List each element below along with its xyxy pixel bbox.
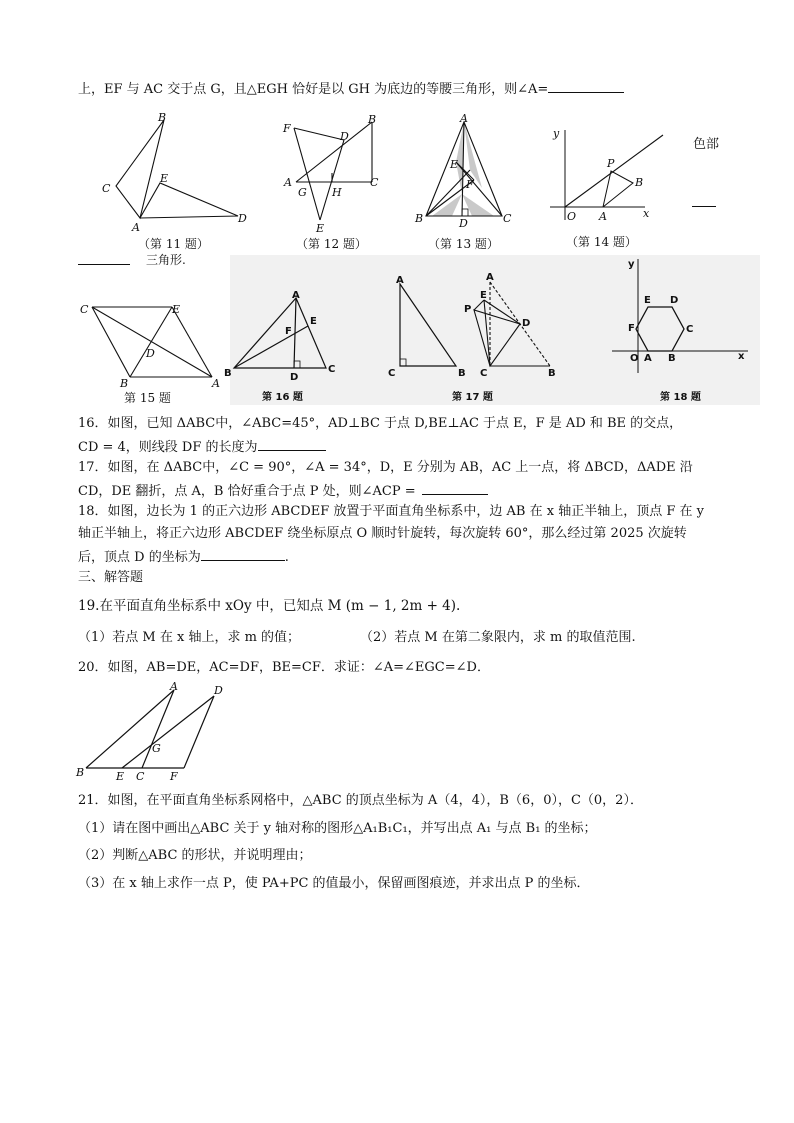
f17b-label-D: D [522,318,531,329]
q19-part1: （1）若点 M 在 x 轴上，求 m 的值； [78,630,301,645]
f17b-label-P: P [464,304,472,315]
f17a-label-B: B [458,368,466,379]
figure-15 [78,295,228,395]
f18-label-x: x [738,351,745,362]
caption-fig-16: 第 16 题 [262,392,303,403]
f18-label-y: y [628,259,635,270]
figure-14 [545,125,670,225]
q18-line3-wrap: 后，顶点 D 的坐标为 . [78,550,289,565]
stray-blank-left [78,252,130,265]
q18-answer-blank [201,548,285,561]
f14-label-y: y [553,127,560,140]
q16-answer-blank [258,438,326,451]
stray-text-top-right: 色部 [693,137,720,152]
q17-line2-wrap [78,482,488,500]
f18-label-B: B [668,353,676,364]
f15-label-B: B [120,377,129,390]
f17b-label-C: C [480,368,488,379]
f13-label-C: C [503,212,512,225]
f14-label-B: B [635,176,644,189]
q19-part2: （2）若点 M 在第二象限内，求 m 的取值范围. [360,630,636,645]
f20-label-F: F [170,770,178,783]
caption-fig-12: （第 12 题） [296,237,367,251]
f12-label-G: G [298,186,307,199]
f14-label-x: x [643,207,650,220]
caption-fig-17: 第 17 题 [452,392,493,403]
q20-stem: 20．如图，AB=DE，AC=DF，BE=CF．求证：∠A=∠EGC=∠D． [78,660,490,675]
f17b-label-B: B [548,368,556,379]
f18-label-O: O [630,353,639,364]
q18-line3: 后，顶点 D 的坐标为 [78,550,201,565]
q15-tail-text: 上，EF 与 AC 交于点 G，且△EGH 恰好是以 GH 为底边的等腰三角形，则∠A= [78,82,549,97]
f20-label-G: G [152,742,161,755]
f16-label-D: D [290,372,299,383]
caption-fig-18: 第 18 题 [660,392,701,403]
f11-label-A: A [132,221,140,233]
f11-label-C: C [102,182,111,195]
f14-label-P: P [607,157,615,170]
q18-line2: 轴正半轴上，将正六边形 ABCDEF 绕坐标原点 O 顺时针旋转，每次旋转 60°，那么经过第 2025 次旋转 [78,526,687,541]
f13-label-D: D [459,217,468,230]
f20-label-D: D [214,684,223,697]
f11-label-E: E [160,172,169,185]
q17-line2: CD，DE 翻折，点 A，B 恰好重合于点 P 处，则∠ACP = [78,484,416,499]
q17-answer-blank [422,482,488,495]
f12-label-E: E [316,222,325,235]
q21-part3: （3）在 x 轴上求作一点 P，使 PA+PC 的值最小，保留画图痕迹，并求出点 P 的坐标． [78,876,590,891]
section-3-heading: 三、解答题 [78,570,144,585]
q15-tail-line [78,80,624,98]
f17b-label-E: E [480,290,487,301]
f13-label-F: F [466,178,474,191]
f12-label-B: B [368,113,377,126]
f18-label-A: A [644,353,652,364]
caption-fig-15: 第 15 题 [124,391,171,405]
f12-label-F: F [283,122,291,135]
f16-label-B: B [224,368,232,379]
f15-label-A: A [212,377,220,390]
figure-18 [608,255,756,375]
f13-label-E: E [450,158,459,171]
f15-label-D: D [146,347,155,360]
f12-label-C: C [370,176,379,189]
f14-label-O: O [567,210,577,223]
f18-label-D: D [670,295,679,306]
f15-label-E: E [172,303,181,316]
f12-label-H: H [332,186,342,199]
f20-label-C: C [136,770,145,783]
figure-16 [222,288,352,388]
stray-blank-right [692,196,716,207]
f17a-label-C: C [388,368,396,379]
figure-13 [412,110,522,235]
f18-label-E: E [644,295,651,306]
caption-fig-14: （第 14 题） [566,235,637,249]
figure-11 [98,108,258,233]
q16-line2: CD = 4，则线段 DF 的长度为 [78,440,258,455]
f11-label-B: B [158,111,167,124]
caption-fig-11: （第 11 题） [138,237,209,251]
f16-label-A: A [292,290,300,301]
q17-line1: 17．如图，在 ΔABC中，∠C = 90°，∠A = 34°，D，E 分别为 AB，AC 上一点，将 ΔBCD，ΔADE 沿 [78,460,693,475]
f20-label-E: E [116,770,125,783]
f20-label-B: B [76,766,85,779]
answer-blank [548,80,624,93]
q18-line1: 18．如图，边长为 1 的正六边形 ABCDEF 放置于平面直角坐标系中，边 AB 在 x 轴正半轴上，顶点 F 在 y [78,504,704,519]
stray-text-under-figs: 三角形. [146,253,186,267]
f13-label-A: A [460,112,468,125]
figure-17b [462,270,562,380]
f20-label-A: A [170,680,178,693]
f17a-label-A: A [396,275,404,286]
f13-label-B: B [415,212,424,225]
f16-label-F: F [285,326,292,337]
f17b-label-A: A [486,272,494,283]
f14-label-A: A [599,210,607,223]
f11-label-D: D [238,212,247,225]
q16-line2-wrap [78,438,326,456]
f15-label-C: C [80,303,89,316]
f12-label-A: A [284,176,292,189]
f18-label-C: C [686,324,694,335]
q21-stem: 21．如图，在平面直角坐标系网格中，△ABC 的顶点坐标为 A（4，4），B（6，0），C（0，2）． [78,793,643,808]
f12-label-D: D [340,130,349,143]
figure-12 [280,110,390,235]
f18-label-F: F [628,323,635,334]
figure-20 [72,680,232,788]
q21-part1: （1）请在图中画出△ABC 关于 y 轴对称的图形△A₁B₁C₁，并写出点 A₁ 与点 B₁ 的坐标； [78,821,597,836]
f16-label-C: C [328,364,336,375]
q16-line1: 16．如图，已知 ΔABC中，∠ABC=45°，AD⊥BC 于点 D,BE⊥AC 于点 E，F 是 AD 和 BE 的交点， [78,416,683,431]
q19-stem: 19.在平面直角坐标系中 xOy 中，已知点 M (m − 1, 2m + 4). [78,598,461,614]
caption-fig-13: （第 13 题） [428,237,499,251]
q21-part2: （2）判断△ABC 的形状，并说明理由； [78,848,312,863]
f16-label-E: E [310,316,317,327]
